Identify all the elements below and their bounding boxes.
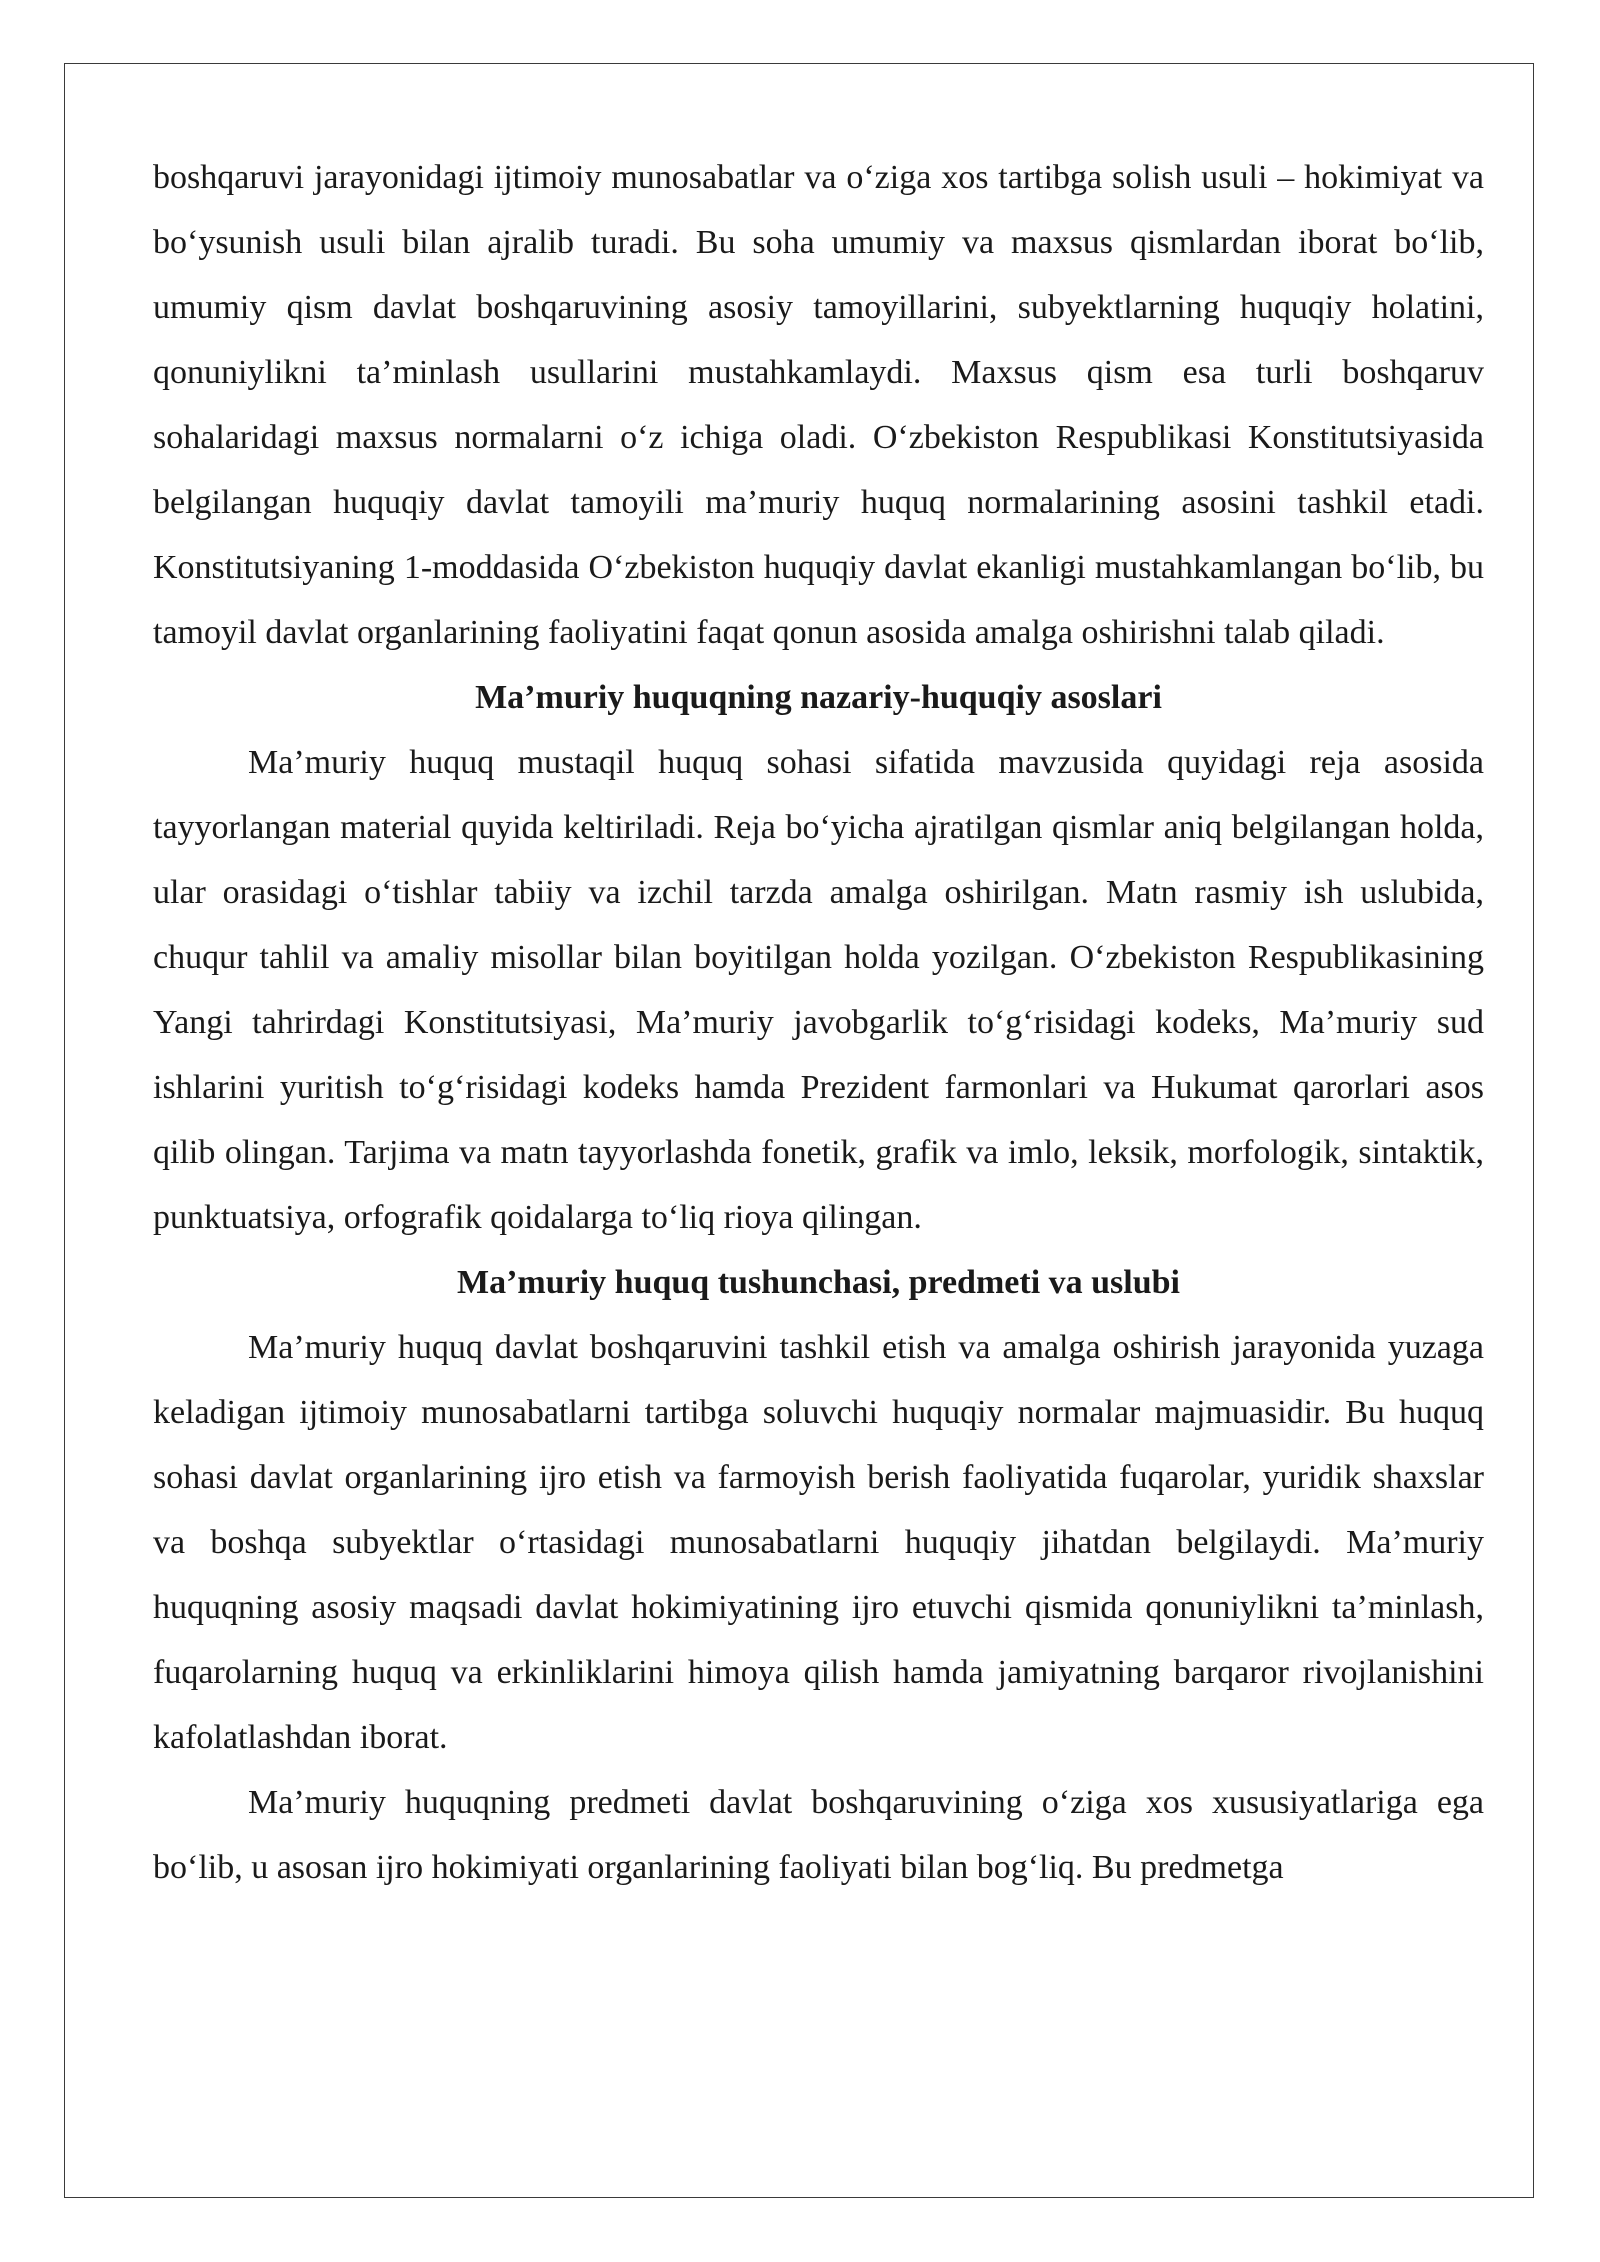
paragraph-definition: Ma’muriy huquq davlat boshqaruvini tashkil etish va amalga oshirish jarayonida yuzaga keladigan ijtimoiy munosabatlarni tartibga soluvchi huquqiy normalar majmuasidir. Bu huquq sohasi davlat organlarining ijro etish va farmoyish berish faoliyatida fuqarolar, yuridik shaxslar va boshqa subyektlar o‘rtasidagi munosabatlarni huquqiy jihatdan belgilaydi. Ma’muriy huquqning asosiy maqsadi davlat hokimiyatining ijro etuvchi qismida qonuniylikni ta’minlash, fuqarolarning huquq va erkinliklarini himoya qilish hamda jamiyatning barqaror rivojlanishini kafolatlashdan iborat. — [153, 1329, 1484, 1756]
section-heading-theoretical-foundations: Ma’muriy huquqning nazariy-huquqiy asoslari — [475, 679, 1162, 716]
paragraph-intro-continuation: boshqaruvi jarayonidagi ijtimoiy munosabatlar va o‘ziga xos tartibga solish usuli – hokimiyat va bo‘ysunish usuli bilan ajralib turadi. Bu soha umumiy va maxsus qismlardan iborat bo‘lib, umumiy qism davlat boshqaruvining asosiy tamoyillarini, subyektlarning huquqiy holatini, qonuniylikni ta’minlash usullarini mustahkamlaydi. Maxsus qism esa turli boshqaruv sohalaridagi maxsus normalarni o‘z ichiga oladi. O‘zbekiston Respublikasi Konstitutsiyasida belgilangan huquqiy davlat tamoyili ma’muriy huquq normalarining asosini tashkil etadi. Konstitutsiyaning 1-moddasida O‘zbekiston huquqiy davlat ekanligi mustahkamlangan bo‘lib, bu tamoyil davlat organlarining faoliyatini faqat qonun asosida amalga oshirishni talab qiladi. — [153, 159, 1484, 651]
document-body — [153, 145, 1484, 1900]
section-heading-concept-subject-method: Ma’muriy huquq tushunchasi, predmeti va uslubi — [456, 1264, 1180, 1301]
paragraph-subject: Ma’muriy huquqning predmeti davlat boshqaruvining o‘ziga xos xususiyatlariga ega bo‘lib, u asosan ijro hokimiyati organlarining faoliyati bilan bog‘liq. Bu predmetga — [153, 1784, 1484, 1886]
paragraph-independent-branch: Ma’muriy huquq mustaqil huquq sohasi sifatida mavzusida quyidagi reja asosida tayyorlangan material quyida keltiriladi. Reja bo‘yicha ajratilgan qismlar aniq belgilangan holda, ular orasidagi o‘tishlar tabiiy va izchil tarzda amalga oshirilgan. Matn rasmiy ish uslubida, chuqur tahlil va amaliy misollar bilan boyitilgan holda yozilgan. O‘zbekiston Respublikasining Yangi tahrirdagi Konstitutsiyasi, Ma’muriy javobgarlik to‘g‘risidagi kodeks, Ma’muriy sud ishlarini yuritish to‘g‘risidagi kodeks hamda Prezident farmonlari va Hukumat qarorlari asos qilib olingan. Tarjima va matn tayyorlashda fonetik, grafik va imlo, leksik, morfologik, sintaktik, punktuatsiya, orfografik qoidalarga to‘liq rioya qilingan. — [153, 744, 1484, 1236]
